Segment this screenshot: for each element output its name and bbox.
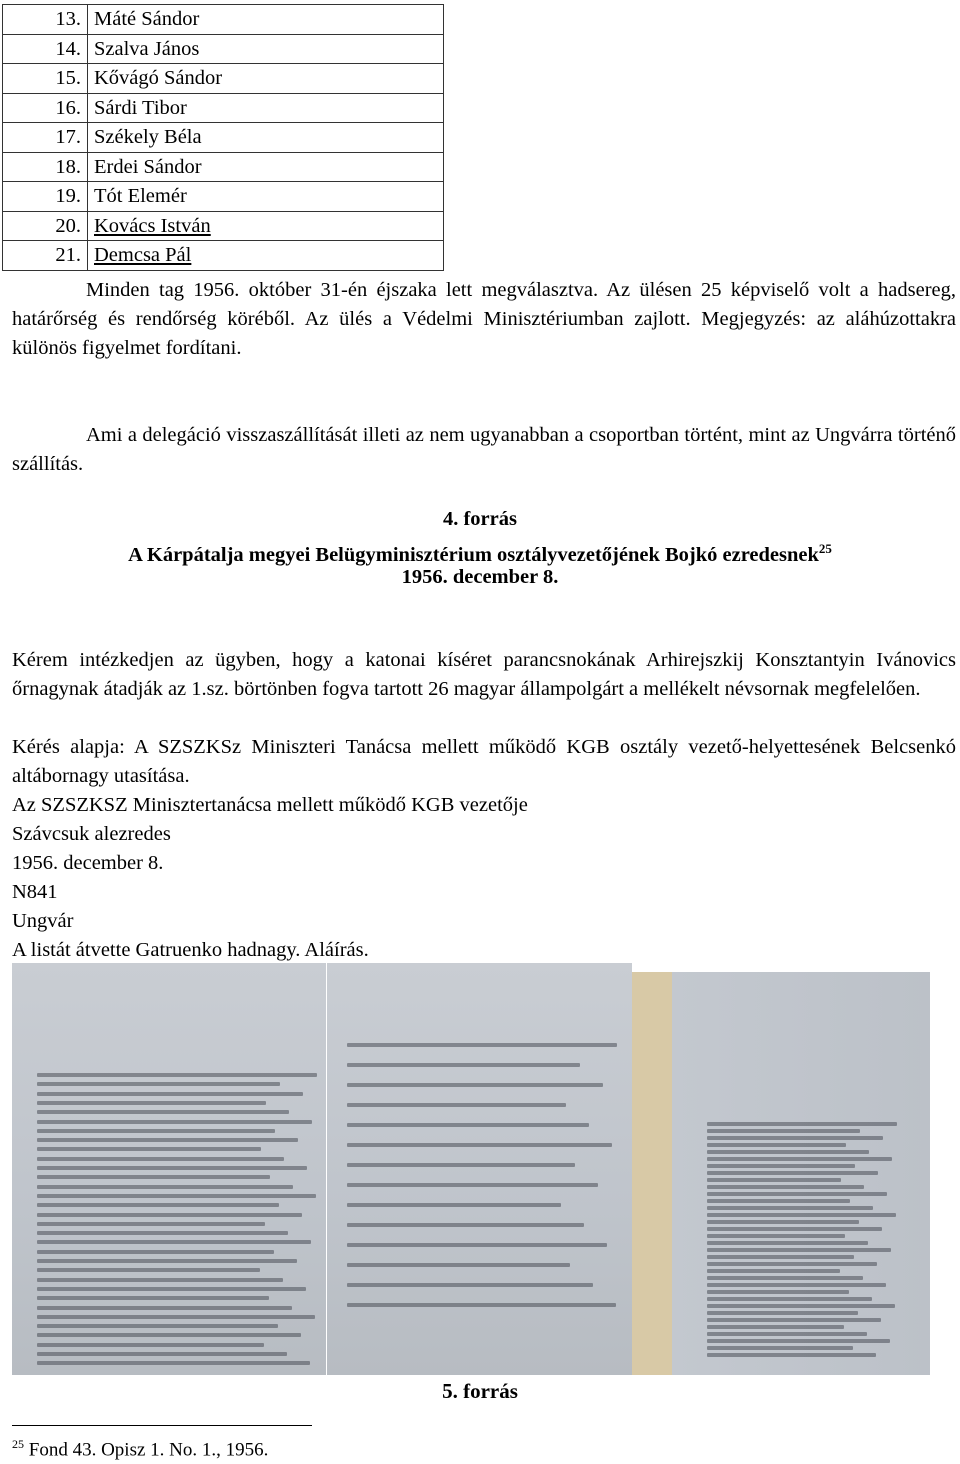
paragraph-delegation: Ami a delegáció visszaszállítását illeti az nem ugyanabban a csoportban történt, mint az Ungvárra történő szállítás.	[12, 424, 956, 475]
typed-line	[707, 1262, 877, 1266]
signature-line: Ungvár	[12, 910, 74, 932]
typed-line	[37, 1120, 312, 1124]
typed-line	[707, 1255, 854, 1259]
signature-block	[12, 791, 528, 965]
typed-line	[707, 1241, 868, 1245]
typed-line	[707, 1339, 890, 1343]
table-row	[3, 123, 444, 153]
typed-line	[37, 1166, 307, 1170]
typed-line	[37, 1175, 270, 1179]
row-number: 15.	[3, 64, 88, 94]
typed-line	[707, 1304, 895, 1308]
body-paragraph-2: Kérés alapja: A SZSZKSz Miniszteri Tanácsa mellett működő KGB osztály vezető-helyettesének Belcsenkó altábornagy utasítása.	[12, 736, 956, 787]
typed-line	[37, 1352, 287, 1356]
typed-line	[37, 1296, 269, 1300]
row-number: 18.	[3, 152, 88, 182]
typed-line	[347, 1143, 612, 1147]
typed-line	[707, 1220, 859, 1224]
table-row	[3, 152, 444, 182]
typed-line	[707, 1206, 873, 1210]
table-row	[3, 93, 444, 123]
typed-line	[707, 1332, 867, 1336]
typed-line	[707, 1213, 896, 1217]
typed-line	[37, 1278, 283, 1282]
typed-line	[707, 1199, 850, 1203]
member-name: Sárdi Tibor	[88, 93, 444, 123]
member-name: Kővágó Sándor	[88, 64, 444, 94]
typed-line	[37, 1092, 303, 1096]
typed-line	[37, 1361, 310, 1365]
typed-line	[37, 1147, 261, 1151]
typed-line	[37, 1185, 293, 1189]
archive-photo-page-2	[327, 963, 632, 1375]
member-name: Erdei Sándor	[88, 152, 444, 182]
typed-line	[37, 1222, 265, 1226]
typed-line	[37, 1306, 292, 1310]
typed-line	[707, 1276, 863, 1280]
row-number: 17.	[3, 123, 88, 153]
row-number: 20.	[3, 211, 88, 241]
typed-line	[37, 1129, 275, 1133]
typed-line	[37, 1203, 279, 1207]
typed-line	[707, 1171, 878, 1175]
typed-line	[347, 1063, 580, 1067]
typed-line	[37, 1250, 274, 1254]
signature-line: A listát átvette Gatruenko hadnagy. Aláírás.	[12, 939, 369, 961]
row-number: 13.	[3, 5, 88, 35]
signature-line: N841	[12, 881, 58, 903]
body-paragraph-1: Kérem intézkedjen az ügyben, hogy a katonai kíséret parancsnokának Arhirejszkij Konsztantyin Ivánovics őrnagynak átadják az 1.sz. börtönben fogva tartott 26 magyar állampolgárt a mellékelt névsornak megfelelően.	[12, 649, 956, 700]
typed-line	[37, 1268, 260, 1272]
typed-line	[707, 1311, 858, 1315]
typed-line	[347, 1123, 589, 1127]
member-name: Tót Elemér	[88, 182, 444, 212]
table-row	[3, 182, 444, 212]
typed-line	[707, 1136, 883, 1140]
typed-line	[707, 1248, 891, 1252]
typed-line	[37, 1231, 288, 1235]
typed-line	[707, 1346, 853, 1350]
row-number: 21.	[3, 241, 88, 271]
typed-line	[37, 1138, 298, 1142]
typed-line	[707, 1269, 840, 1273]
typed-line	[37, 1324, 278, 1328]
source-5-label: 5. forrás	[442, 1379, 518, 1403]
row-number: 16.	[3, 93, 88, 123]
footnote-text: Fond 43. Opisz 1. No. 1., 1956.	[28, 1439, 269, 1461]
row-number: 19.	[3, 182, 88, 212]
paragraph-members: Minden tag 1956. október 31-én éjszaka lett megválasztva. Az ülésen 25 képviselő volt a hadsereg, határőrség és rendőrség köréből. Az ülés a Védelmi Minisztériumban zajlott. Megjegyzés: az aláhúzottakra különös figyelmet fordítani.	[12, 279, 956, 359]
typed-line	[707, 1297, 872, 1301]
typed-line	[707, 1122, 897, 1126]
typed-line	[37, 1101, 266, 1105]
member-name: Kovács István	[88, 211, 444, 241]
typed-line	[37, 1110, 289, 1114]
signature-line: Az SZSZKSZ Minisztertanácsa mellett működő KGB vezetője	[12, 794, 528, 816]
typed-line	[37, 1259, 297, 1263]
typed-line	[37, 1073, 317, 1077]
table-row	[3, 5, 444, 35]
signature-line: 1956. december 8.	[12, 852, 164, 874]
table-row	[3, 64, 444, 94]
typed-line	[707, 1178, 841, 1182]
signature-line: Szávcsuk alezredes	[12, 823, 171, 845]
table-row	[3, 211, 444, 241]
typed-line	[347, 1183, 598, 1187]
typed-line	[347, 1203, 561, 1207]
footnote-divider	[12, 1425, 312, 1426]
typed-line	[707, 1150, 869, 1154]
typed-line	[707, 1192, 887, 1196]
footnote-ref[interactable]: 25	[818, 541, 832, 556]
typed-line	[707, 1143, 846, 1147]
typed-line	[347, 1083, 603, 1087]
source-4-date: 1956. december 8.	[401, 566, 559, 588]
typed-line	[37, 1343, 264, 1347]
member-table	[2, 4, 444, 271]
typed-line	[37, 1157, 284, 1161]
typed-line	[37, 1240, 311, 1244]
typed-line	[37, 1082, 280, 1086]
typed-line	[707, 1283, 886, 1287]
typed-line	[347, 1283, 593, 1287]
typed-line	[347, 1163, 575, 1167]
archive-photo-page-1	[12, 963, 326, 1375]
member-name: Szalva János	[88, 34, 444, 64]
typed-line	[707, 1318, 881, 1322]
typed-line	[347, 1303, 616, 1307]
typed-line	[707, 1353, 876, 1357]
typed-line	[347, 1263, 570, 1267]
table-row	[3, 241, 444, 271]
typed-line	[37, 1315, 315, 1319]
typed-line	[707, 1227, 882, 1231]
typed-line	[347, 1243, 607, 1247]
typed-line	[707, 1185, 864, 1189]
typed-line	[707, 1325, 844, 1329]
footnote-number: 25	[12, 1437, 24, 1451]
typed-line	[347, 1103, 566, 1107]
typed-line	[37, 1333, 301, 1337]
typed-line	[37, 1213, 302, 1217]
row-number: 14.	[3, 34, 88, 64]
typed-line	[707, 1290, 849, 1294]
typed-line	[37, 1194, 316, 1198]
source-4-label: 4. forrás	[442, 508, 517, 530]
typed-line	[347, 1223, 584, 1227]
member-name: Máté Sándor	[88, 5, 444, 35]
typed-line	[347, 1043, 617, 1047]
typed-line	[707, 1164, 855, 1168]
source-4-title-text: A Kárpátalja megyei Belügyminisztérium osztályvezetőjének Bojkó ezredesnek	[128, 543, 819, 566]
member-name: Székely Béla	[88, 123, 444, 153]
footnote	[12, 1437, 268, 1461]
member-name: Demcsa Pál	[88, 241, 444, 271]
typed-line	[707, 1234, 845, 1238]
typed-line	[37, 1287, 306, 1291]
table-row	[3, 34, 444, 64]
typed-line	[707, 1129, 860, 1133]
archive-photo-page-3	[632, 972, 930, 1375]
typed-line	[707, 1157, 892, 1161]
